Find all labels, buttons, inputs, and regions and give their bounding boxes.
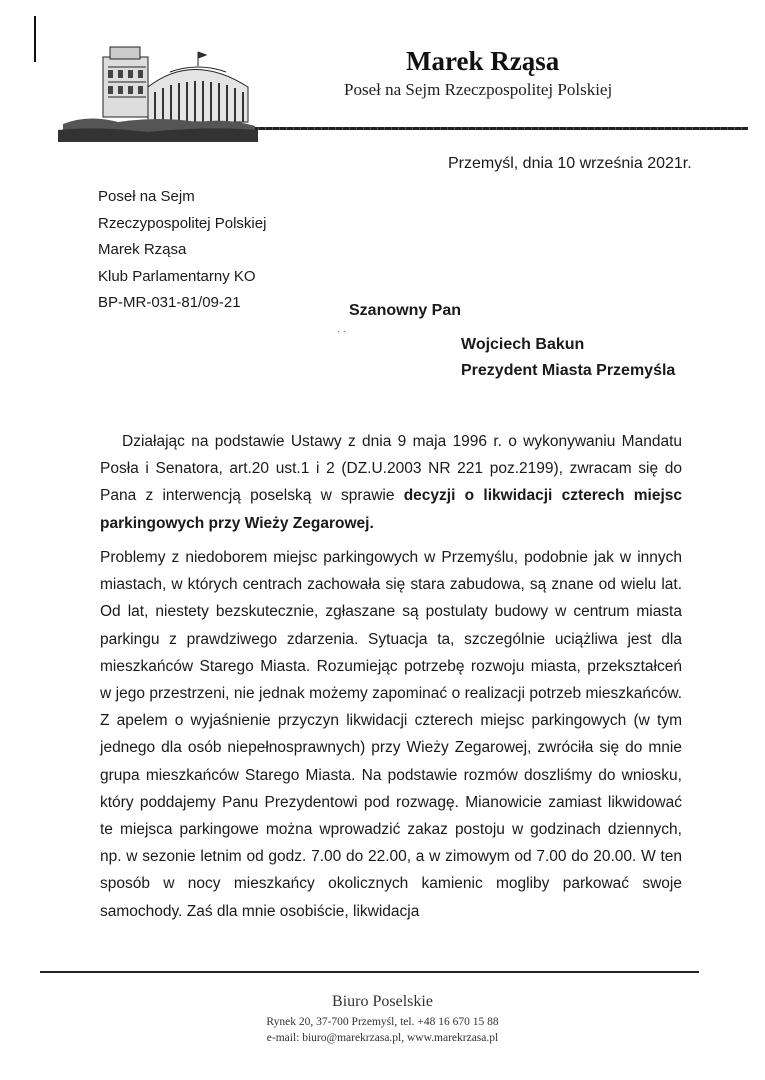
footer-contact: e-mail: biuro@marekrzasa.pl, www.marekrzasa.pl — [266, 1032, 499, 1044]
paragraph-main: Problemy z niedoborem miejsc parkingowych w Przemyślu, podobnie jak w innych miastach, w których centrach zachowała się stara zabudowa, są znane od wielu lat. Od lat, niestety bezskutecznie, zgłaszane są postulaty budowy w centrum miasta parkingu z prawdziwego zdarzenia. Sytuacja ta, szczególnie uciążliwa jest dla mieszkańców Starego Miasta. Rozumiejąc potrzebę rozwoju miasta, przekształceń w jego przestrzeni, nie jednak możemy zapominać o realizacji potrzeb mieszkańców. Z apelem o wyjaśnienie przyczyn likwidacji czterech miejsc parkingowych (w tym jednego dla osób niepełnosprawnych) przy Wieży Zegarowej, zwróciła się do mnie grupa mieszkańców Starego Miasta. Na podstawie rozmów doszliśmy do wniosku, który poddajemy Panu Prezydentowi pod rozwagę. Mianowicie zamiast likwidować te miejsca parkingowe można wprowadzić zakaz postoju w godzinach dziennych, np. w sezonie letnim od godz. 7.00 do 22.00, a w zimowym od 7.00 do 20.00. W ten sposób w nocy mieszkańcy okolicznych kamienic mogliby parkować swoje samochody. Zaś dla mnie osobiście, likwidacja — [100, 549, 682, 920]
paragraph-intro-text: Działając na podstawie Ustawy z dnia 9 maja 1996 r. o wykonywaniu Mandatu Posła i Senatora, art.20 ust.1 i 2 (DZ.U.2003 NR 221 poz.2199), zwracam się do Pana z interwencją poselską w sprawie — [100, 433, 682, 505]
sejm-building-logo — [58, 42, 258, 142]
recipient-name: Wojciech Bakun — [461, 336, 585, 353]
footer-address: Rynek 20, 37-700 Przemyśl, tel. +48 16 670 15 88 — [266, 1016, 499, 1028]
recipient-title: Prezydent Miasta Przemyśla — [461, 362, 676, 379]
sender-line: Poseł na Sejm — [98, 188, 195, 205]
sender-line: Rzeczypospolitej Polskiej — [98, 214, 267, 232]
scan-specks: · · — [337, 326, 347, 337]
paragraph-intro-bold: decyzji o likwidacji czterech miejsc parkingowych przy Wieży Zegarowej. — [100, 487, 683, 532]
footer-divider — [40, 971, 699, 973]
header-divider — [255, 127, 748, 130]
salutation: Szanowny Pan — [349, 302, 462, 319]
letter-date: Przemyśl, dnia 10 września 2021r. — [448, 155, 692, 172]
reference-number: BP-MR-031-81/09-21 — [98, 294, 241, 311]
sender-block — [98, 184, 266, 317]
header-name: Marek Rząsa — [406, 46, 560, 76]
footer-title: Biuro Poselskie — [332, 993, 433, 1010]
header-subtitle: Poseł na Sejm Rzeczpospolitej Polskiej — [344, 80, 613, 99]
margin-mark — [34, 16, 36, 62]
paragraph-intro — [100, 428, 682, 537]
sender-line: Marek Rząsa — [98, 241, 187, 258]
sender-line: Klub Parlamentarny KO — [98, 267, 256, 285]
